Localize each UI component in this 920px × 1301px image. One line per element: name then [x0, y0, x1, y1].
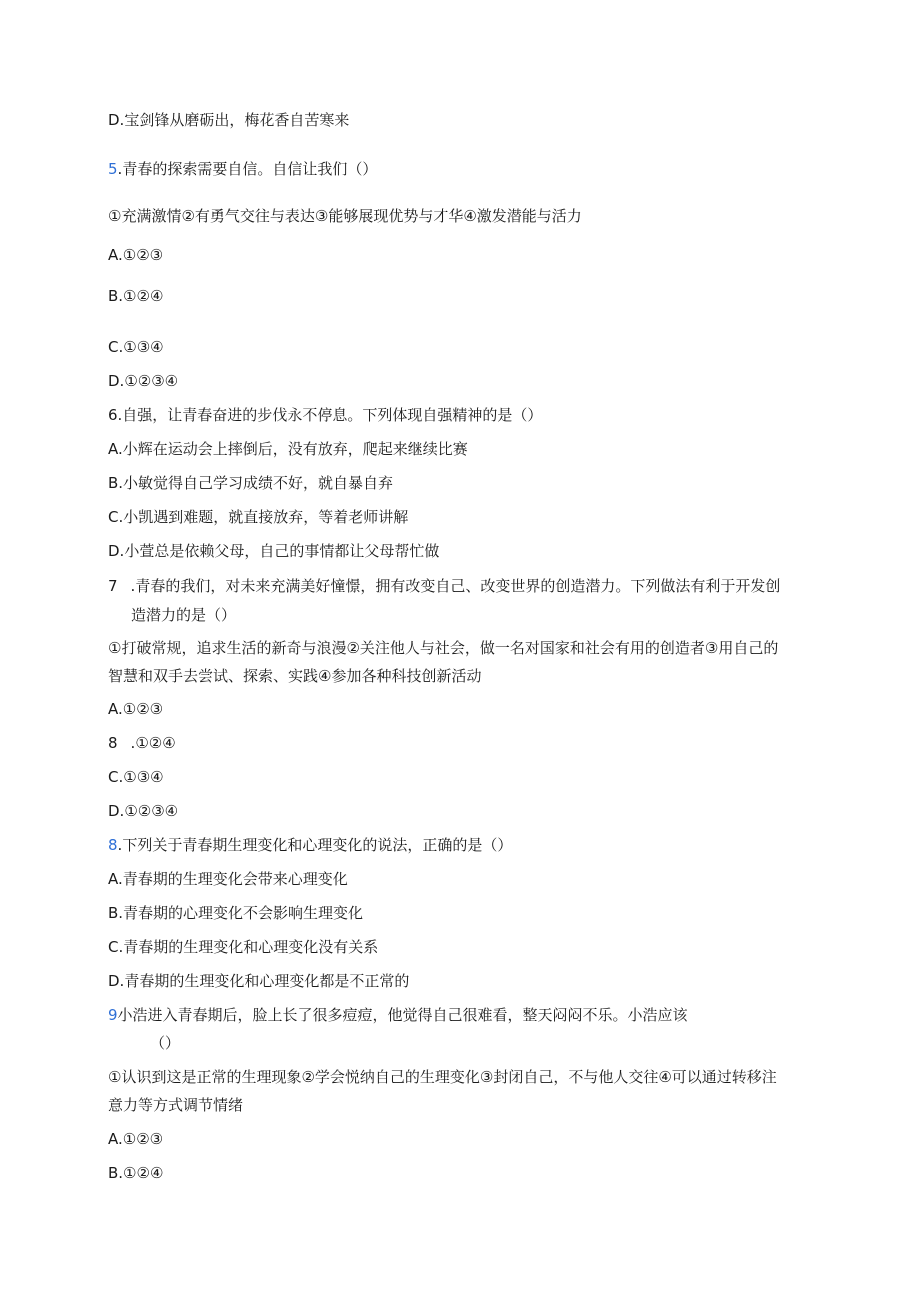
q6-option-d: D.小萱总是依赖父母，自己的事情都让父母帮忙做	[108, 542, 440, 560]
q7-option-d: D.①②③④	[108, 802, 179, 820]
q7-number: 7	[108, 577, 118, 595]
q9-statements-continued: 意力等方式调节情绪	[108, 1096, 244, 1114]
q5-option-b: B.①②④	[108, 287, 164, 305]
q7-statements: ①打破常规，追求生活的新奇与浪漫②关注他人与社会，做一名对国家和社会有用的创造者③用自己的	[108, 639, 779, 657]
q9-statements: ①认识到这是正常的生理现象②学会悦纳自己的生理变化③封闭自己，不与他人交往④可以通过转移注	[108, 1068, 777, 1086]
q8-number: 8	[108, 836, 118, 854]
q7-stem-text: .青春的我们，对未来充满美好憧憬，拥有改变自己、改变世界的创造潜力。下列做法有利于开发创	[130, 577, 781, 595]
q8-stem-text: .下列关于青春期生理变化和心理变化的说法，正确的是（）	[117, 836, 513, 854]
q6-option-a: A.小辉在运动会上摔倒后，没有放弃，爬起来继续比赛	[108, 440, 468, 458]
q7-option-a: A.①②③	[108, 700, 164, 718]
q5-number: 5	[108, 160, 118, 178]
q5-stem-text: .青春的探索需要自信。自信让我们（）	[117, 160, 378, 178]
q8-option-c: C.青春期的生理变化和心理变化没有关系	[108, 938, 379, 956]
q7-option-b	[108, 732, 176, 754]
q5-stem	[108, 158, 377, 180]
q5-option-d: D.①②③④	[108, 372, 179, 390]
q7-option-b-number: 8	[108, 734, 118, 752]
q4-option-d: D.宝剑锋从磨砺出，梅花香自苦寒来	[108, 111, 350, 129]
q9-option-a: A.①②③	[108, 1130, 164, 1148]
q5-option-c: C.①③④	[108, 338, 164, 356]
q8-option-a: A.青春期的生理变化会带来心理变化	[108, 870, 348, 888]
q9-number: 9	[108, 1006, 118, 1024]
q9-option-b: B.①②④	[108, 1164, 164, 1182]
q5-option-a: A.①②③	[108, 246, 164, 264]
q6-option-c: C.小凯遇到难题，就直接放弃，等着老师讲解	[108, 508, 409, 526]
q7-stem	[108, 575, 780, 597]
q7-option-c: C.①③④	[108, 768, 164, 786]
q8-stem	[108, 834, 512, 856]
q7-stem-continued: 造潜力的是（）	[131, 606, 237, 624]
q9-stem-text: 小浩进入青春期后，脸上长了很多痘痘，他觉得自己很难看，整天闷闷不乐。小浩应该	[117, 1006, 688, 1024]
q7-statements-continued: 智慧和双手去尝试、探索、实践④参加各种科技创新活动	[108, 667, 482, 685]
q6-stem: 6.自强，让青春奋进的步伐永不停息。下列体现自强精神的是（）	[108, 406, 543, 424]
q8-option-b: B.青春期的心理变化不会影响生理变化	[108, 904, 364, 922]
q9-stem	[108, 1004, 688, 1026]
q8-option-d: D.青春期的生理变化和心理变化都是不正常的	[108, 972, 410, 990]
q6-option-b: B.小敏觉得自己学习成绩不好，就自暴自弃	[108, 474, 394, 492]
q5-statements: ①充满激情②有勇气交往与表达③能够展现优势与才华④激发潜能与活力	[108, 207, 582, 225]
q7-option-b-text: .①②④	[130, 734, 176, 752]
q9-stem-continued: （）	[150, 1034, 181, 1052]
